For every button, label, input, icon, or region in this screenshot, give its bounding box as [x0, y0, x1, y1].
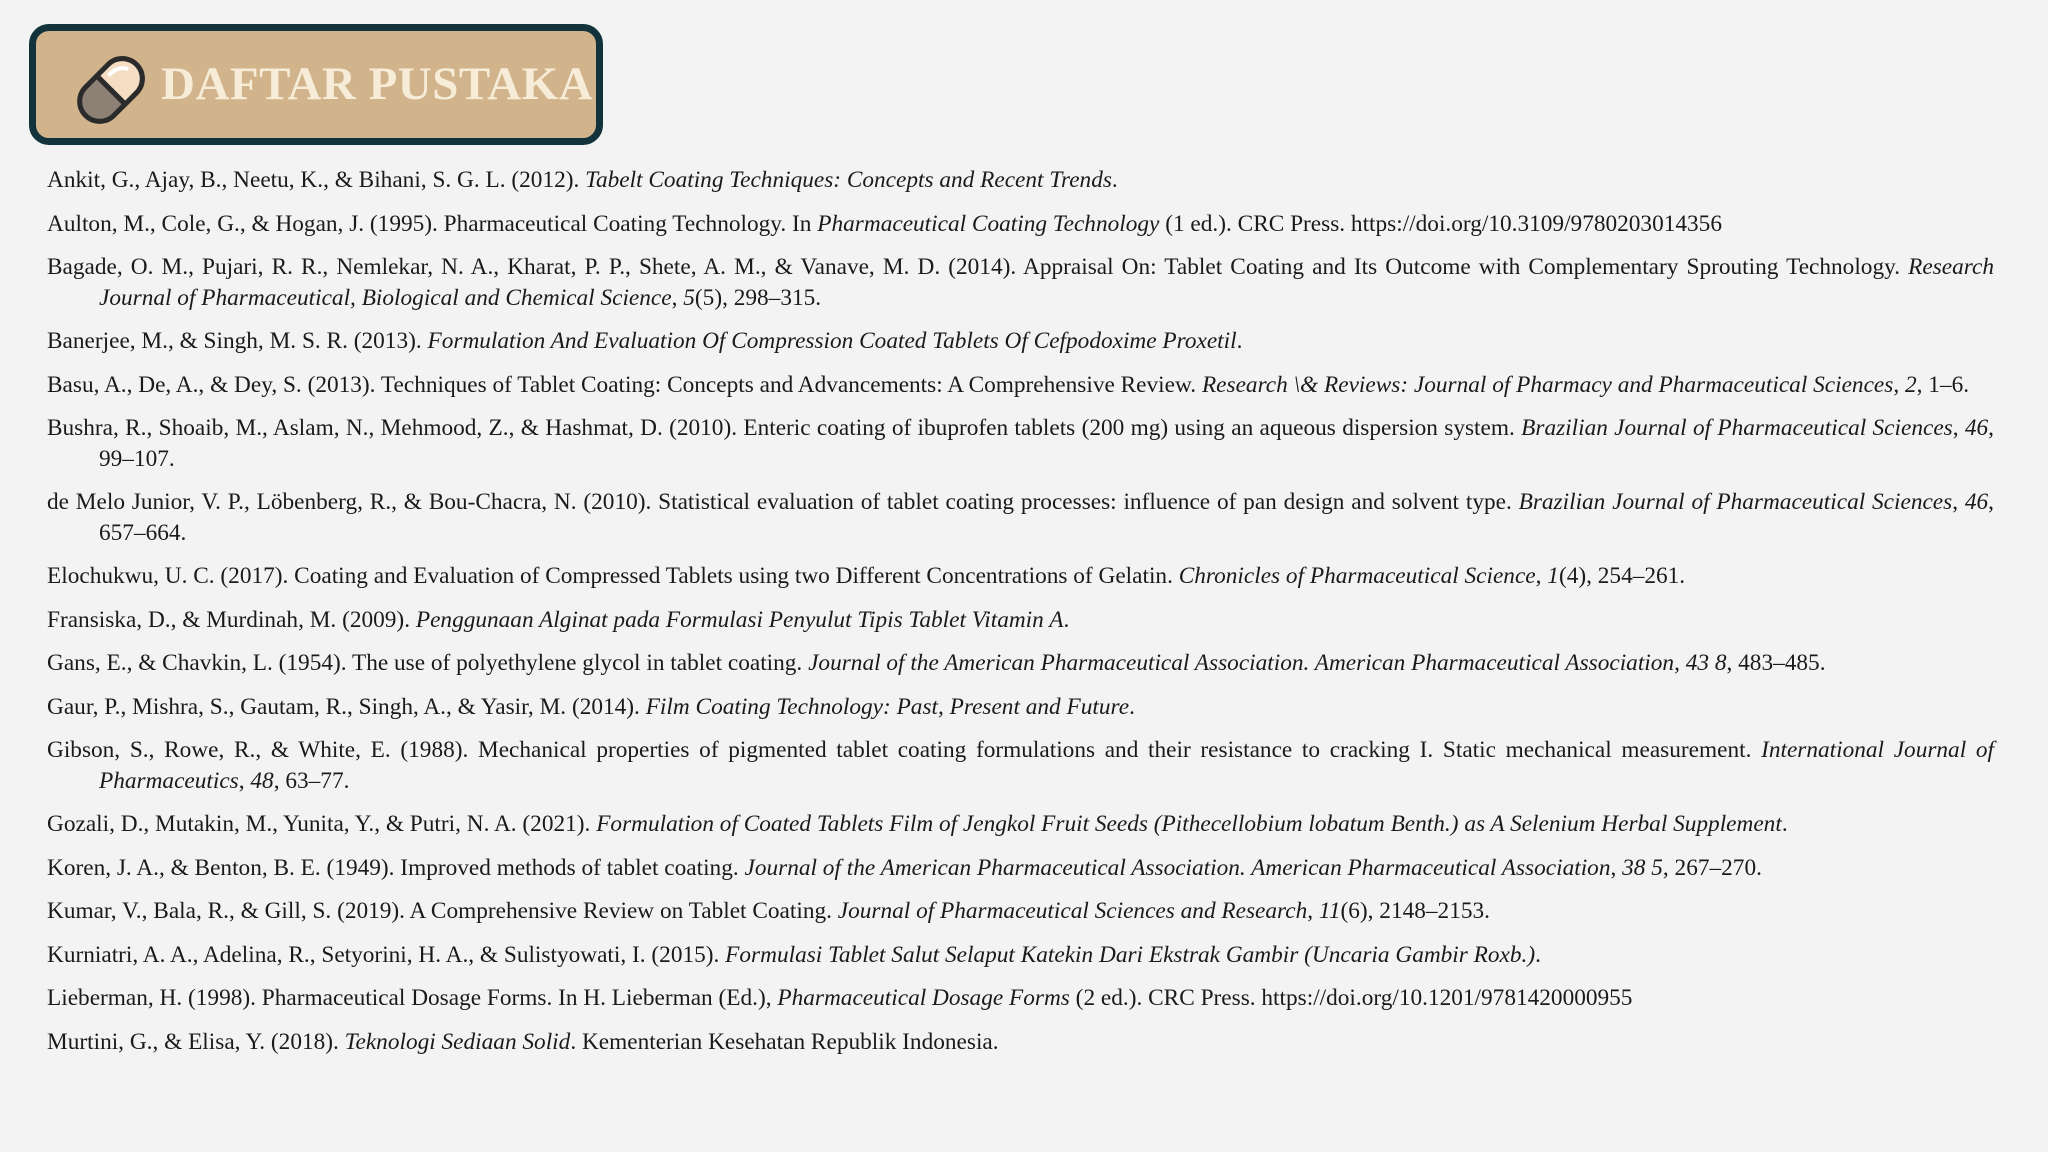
- reference-text: .: [1129, 693, 1135, 720]
- reference-italic-text: Formulation of Coated Tablets Film of Jengkol Fruit Seeds (Pithecellobium lobatum Benth.) as A Selenium Herbal Supplement: [596, 811, 1782, 837]
- reference-text: (4), 254–261.: [1558, 563, 1686, 589]
- reference-italic-text: 11: [1318, 898, 1341, 924]
- reference-text: .: [1236, 328, 1243, 354]
- reference-text: Kumar, V., Bala, R., & Gill, S. (2019). A Comprehensive Review on Tablet Coating.: [47, 898, 838, 924]
- reference-entry: [47, 252, 1994, 313]
- reference-text: Gans, E., & Chavkin, L. (1954). The use of polyethylene glycol in tablet coating.: [47, 650, 809, 676]
- reference-text: ,: [671, 284, 684, 311]
- reference-entry: [47, 561, 1994, 592]
- reference-italic-text: Journal of the American Pharmaceutical Association. American Pharmaceutical Association: [744, 854, 1611, 881]
- reference-text: , 63–77.: [273, 767, 350, 794]
- reference-list: [47, 165, 1994, 1070]
- reference-italic-text: Journal of the American Pharmaceutical Association. American Pharmaceutical Association: [808, 650, 1675, 676]
- reference-text: Bagade, O. M., Pujari, R. R., Nemlekar, N. A., Kharat, P. P., Shete, A. M., & Vanave, M. D. (2014). Appraisal On: Tablet Coating and Its Outcome with Complementary Sprouting Technology.: [47, 254, 1909, 280]
- reference-text: , 99–107.: [99, 415, 1994, 472]
- reference-text: ,: [1674, 650, 1686, 676]
- reference-italic-text: 46: [1964, 415, 1989, 441]
- reference-entry: [47, 648, 1994, 679]
- reference-italic-text: Teknologi Sediaan Solid: [344, 1028, 571, 1055]
- reference-italic-text: Formulasi Tablet Salut Selaput Katekin Dari Ekstrak Gambir (Uncaria Gambir Roxb.): [725, 941, 1536, 968]
- reference-text: Basu, A., De, A., & Dey, S. (2013). Techniques of Tablet Coating: Concepts and Advancements: A Comprehensive Review.: [47, 371, 1202, 398]
- reference-entry: [47, 692, 1994, 723]
- reference-entry: [47, 487, 1994, 548]
- reference-text: Aulton, M., Cole, G., & Hogan, J. (1995). Pharmaceutical Coating Technology. In: [47, 210, 818, 237]
- reference-text: .: [1781, 811, 1788, 837]
- reference-text: ,: [1307, 898, 1319, 924]
- reference-text: Banerjee, M., & Singh, M. S. R. (2013).: [47, 328, 428, 354]
- reference-text: , 267–270.: [1662, 854, 1762, 881]
- reference-italic-text: Pharmaceutical Dosage Forms: [777, 985, 1070, 1011]
- reference-text: Elochukwu, U. C. (2017). Coating and Evaluation of Compressed Tablets using two Different Concentrations of Gelatin.: [47, 563, 1179, 589]
- reference-italic-text: 2: [1904, 371, 1917, 398]
- reference-text: . Kementerian Kesehatan Republik Indonesia.: [570, 1028, 999, 1055]
- reference-text: , 657–664.: [99, 489, 1994, 546]
- reference-entry: [47, 735, 1994, 796]
- reference-italic-text: Pharmaceutical Coating Technology: [817, 210, 1160, 237]
- reference-italic-text: 5: [683, 284, 695, 311]
- reference-italic-text: International Journal of Pharmaceutics: [99, 737, 1994, 794]
- reference-text: Kurniatri, A. A., Adelina, R., Setyorini, H. A., & Sulistyowati, I. (2015).: [47, 941, 726, 968]
- reference-italic-text: Penggunaan Alginat pada Formulasi Penyulut Tipis Tablet Vitamin A: [415, 606, 1064, 633]
- reference-italic-text: Brazilian Journal of Pharmaceutical Sciences: [1518, 489, 1953, 515]
- reference-text: ,: [1952, 489, 1965, 515]
- reference-text: .: [1535, 941, 1541, 968]
- reference-entry: [47, 940, 1994, 971]
- reference-italic-text: Chronicles of Pharmaceutical Science: [1178, 563, 1536, 589]
- reference-italic-text: 48: [250, 767, 274, 794]
- reference-text: .: [1111, 167, 1118, 193]
- reference-text: ,: [1535, 563, 1548, 589]
- reference-text: .: [1063, 606, 1070, 633]
- reference-text: Lieberman, H. (1998). Pharmaceutical Dosage Forms. In H. Lieberman (Ed.),: [47, 985, 778, 1011]
- reference-entry: [47, 1027, 1994, 1058]
- reference-entry: [47, 165, 1994, 196]
- reference-italic-text: Film Coating Technology: Past, Present and Future: [645, 693, 1130, 720]
- reference-entry: [47, 983, 1994, 1014]
- title-banner: [29, 24, 603, 145]
- reference-text: , 483–485.: [1726, 650, 1826, 676]
- page-title: DAFTAR PUSTAKA: [161, 58, 594, 110]
- reference-italic-text: 1: [1547, 563, 1559, 589]
- reference-text: Fransiska, D., & Murdinah, M. (2009).: [47, 606, 416, 633]
- reference-text: Ankit, G., Ajay, B., Neetu, K., & Bihani, S. G. L. (2012).: [47, 167, 586, 193]
- reference-text: Gozali, D., Mutakin, M., Yunita, Y., & Putri, N. A. (2021).: [47, 811, 597, 837]
- reference-italic-text: Tabelt Coating Techniques: Concepts and Recent Trends: [585, 167, 1112, 193]
- reference-entry: [47, 605, 1994, 636]
- reference-text: Koren, J. A., & Benton, B. E. (1949). Improved methods of tablet coating.: [47, 854, 745, 881]
- reference-italic-text: 46: [1964, 489, 1989, 515]
- reference-text: Gaur, P., Mishra, S., Gautam, R., Singh, A., & Yasir, M. (2014).: [47, 693, 646, 720]
- reference-text: Bushra, R., Shoaib, M., Aslam, N., Mehmood, Z., & Hashmat, D. (2010). Enteric coating of ibuprofen tablets (200 mg) using an aqueous dispersion system.: [47, 415, 1522, 441]
- reference-text: (1 ed.). CRC Press. https://doi.org/10.3109/9780203014356: [1159, 210, 1722, 237]
- reference-text: ,: [1610, 854, 1623, 881]
- reference-italic-text: 43 8: [1685, 650, 1727, 676]
- reference-italic-text: 38 5: [1622, 854, 1663, 881]
- reference-text: ,: [238, 767, 251, 794]
- reference-italic-text: Research \& Reviews: Journal of Pharmacy and Pharmaceutical Sciences: [1201, 371, 1894, 398]
- reference-entry: [47, 809, 1994, 840]
- reference-entry: [47, 370, 1994, 401]
- reference-entry: [47, 209, 1994, 240]
- reference-italic-text: Brazilian Journal of Pharmaceutical Sciences: [1521, 415, 1953, 441]
- reference-text: ,: [1893, 371, 1905, 398]
- reference-text: (2 ed.). CRC Press. https://doi.org/10.1201/9781420000955: [1069, 985, 1633, 1011]
- reference-text: (5), 298–315.: [694, 284, 822, 311]
- reference-text: Murtini, G., & Elisa, Y. (2018).: [47, 1028, 345, 1055]
- reference-text: ,: [1952, 415, 1965, 441]
- reference-text: , 1–6.: [1916, 371, 1970, 398]
- reference-text: de Melo Junior, V. P., Löbenberg, R., & Bou-Chacra, N. (2010). Statistical evaluation of tablet coating processes: influence of pan design and solvent type.: [47, 489, 1519, 515]
- reference-text: (6), 2148–2153.: [1340, 898, 1490, 924]
- reference-entry: [47, 853, 1994, 884]
- reference-text: Gibson, S., Rowe, R., & White, E. (1988). Mechanical properties of pigmented tablet coating formulations and their resistance to cracking I. Static mechanical measurement.: [47, 737, 1762, 763]
- reference-entry: [47, 326, 1994, 357]
- reference-entry: [47, 413, 1994, 474]
- reference-italic-text: Research Journal of Pharmaceutical, Biological and Chemical Science: [99, 254, 1994, 311]
- reference-entry: [47, 896, 1994, 927]
- reference-italic-text: Journal of Pharmaceutical Sciences and Research: [837, 898, 1308, 924]
- pill-icon: [61, 40, 161, 140]
- reference-italic-text: Formulation And Evaluation Of Compression Coated Tablets Of Cefpodoxime Proxetil: [427, 328, 1237, 354]
